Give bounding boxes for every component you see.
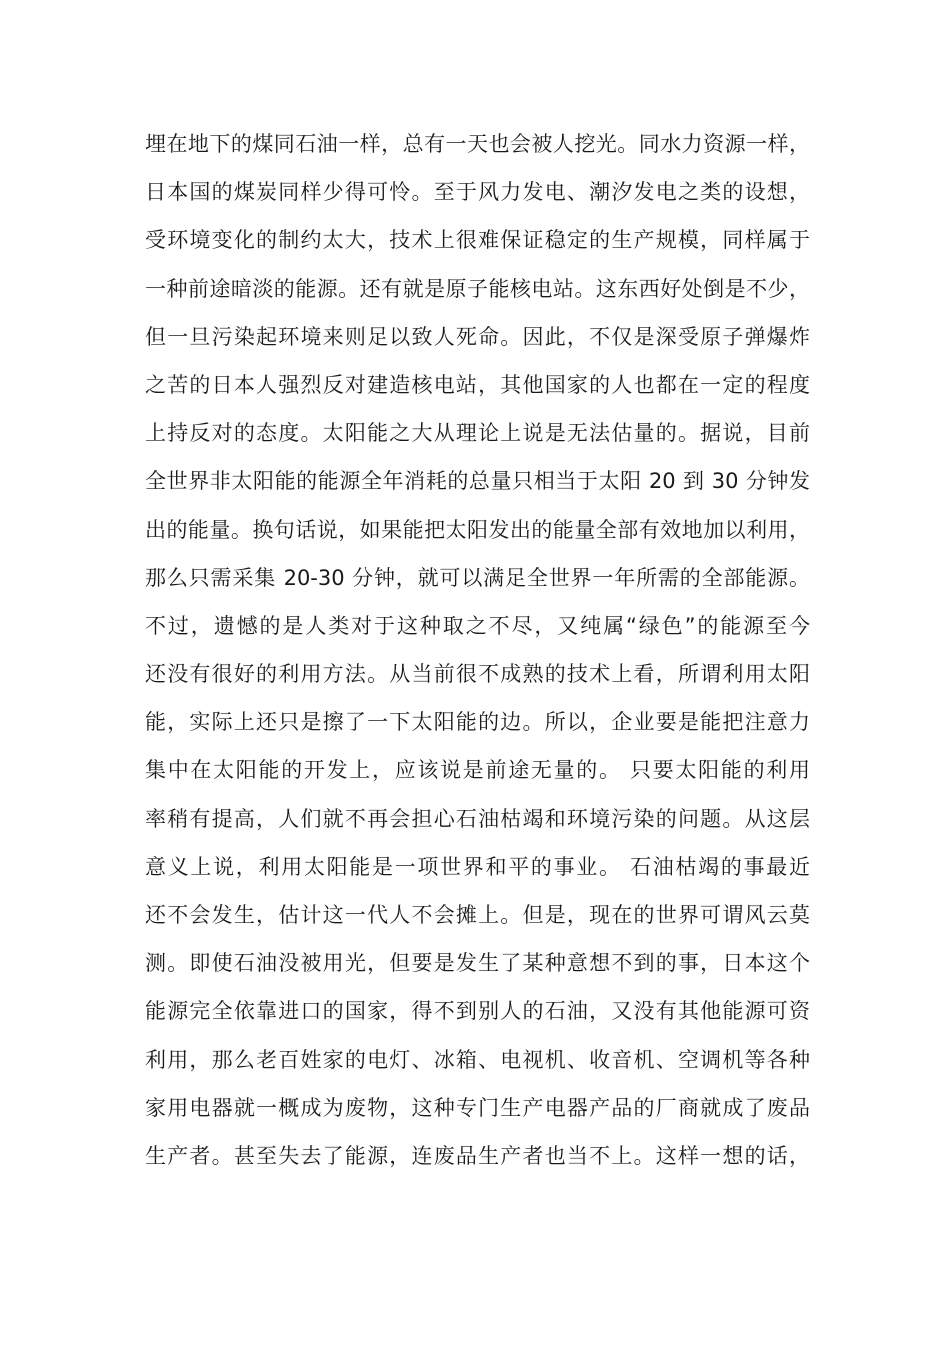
text-line: 率稍有提高，人们就不再会担心石油枯竭和环境污染的问题。从这层 (145, 806, 810, 831)
text-line: 那么只需采集 20-30 分钟，就可以满足全世界一年所需的全部能源。 (145, 565, 810, 590)
text-line: 出的能量。换句话说，如果能把太阳发出的能量全部有效地加以利用， (145, 517, 810, 542)
text-line: 埋在地下的煤同石油一样，总有一天也会被人挖光。同水力资源一样， (145, 132, 810, 156)
text-line: 能，实际上还只是擦了一下太阳能的边。所以，企业要是能把注意力 (145, 710, 810, 735)
text-line: 日本国的煤炭同样少得可怜。至于风力发电、潮汐发电之类的设想， (145, 180, 810, 205)
text-line: 意义上说，利用太阳能是一项世界和平的事业。 石油枯竭的事最近 (145, 854, 810, 879)
text-line: 但一旦污染起环境来则足以致人死命。因此，不仅是深受原子弹爆炸 (145, 324, 810, 349)
text-line: 家用电器就一概成为废物，这种专门生产电器产品的厂商就成了废品 (145, 1095, 810, 1120)
text-line: 能源完全依靠进口的国家，得不到别人的石油，又没有其他能源可资 (145, 999, 810, 1024)
text-line: 上持反对的态度。太阳能之大从理论上说是无法估量的。据说，目前 (145, 421, 810, 446)
text-line: 一种前途暗淡的能源。还有就是原子能核电站。这东西好处倒是不少， (145, 276, 810, 301)
text-line: 利用，那么老百姓家的电灯、冰箱、电视机、收音机、空调机等各种 (145, 1047, 810, 1072)
text-line: 全世界非太阳能的能源全年消耗的总量只相当于太阳 20 到 30 分钟发 (145, 469, 810, 494)
text-line: 集中在太阳能的开发上，应该说是前途无量的。 只要太阳能的利用 (145, 758, 810, 783)
text-line: 之苦的日本人强烈反对建造核电站，其他国家的人也都在一定的程度 (145, 372, 810, 397)
text-line: 受环境变化的制约太大，技术上很难保证稳定的生产规模，同样属于 (145, 228, 810, 253)
text-line: 还不会发生，估计这一代人不会摊上。但是，现在的世界可谓风云莫 (145, 903, 810, 927)
text-line: 生产者。甚至失去了能源，连废品生产者也当不上。这样一想的话， (145, 1143, 810, 1168)
body-text (145, 120, 810, 1180)
text-line: 还没有很好的利用方法。从当前很不成熟的技术上看，所谓利用太阳 (145, 662, 810, 687)
text-line: 不过，遗憾的是人类对于这种取之不尽，又纯属“绿色”的能源至今 (145, 613, 810, 638)
text-line: 测。即使石油没被用光，但要是发生了某种意想不到的事，日本这个 (145, 951, 810, 976)
